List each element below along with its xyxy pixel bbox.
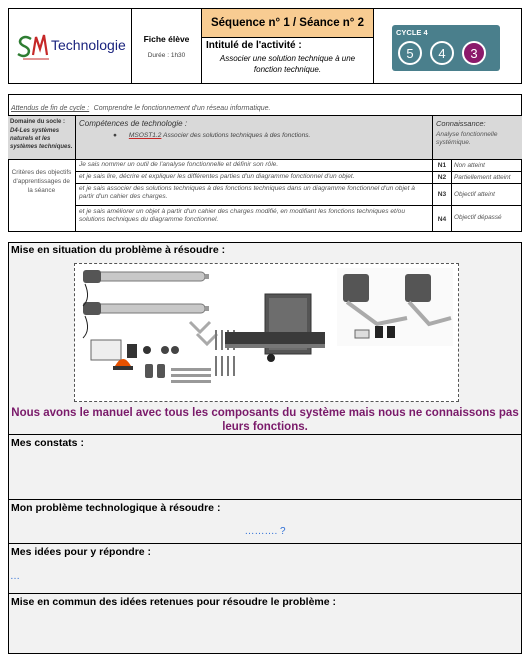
attendus-row — [8, 94, 522, 116]
competences-cell — [76, 116, 433, 160]
mise-en-commun-title: Mise en commun des idées retenues pour résoudre le problème : — [11, 596, 337, 608]
components-illustration — [75, 264, 458, 401]
bullet-icon: ● — [113, 132, 117, 139]
level-label-4: Objectif dépassé — [454, 214, 502, 221]
level-label-2: Partiellement atteint — [452, 172, 522, 184]
level-code-3: N3 — [433, 184, 452, 206]
duree-label: Durée : 1h30 — [147, 51, 186, 59]
cycle-label: CYCLE 4 — [396, 28, 428, 37]
level-code-1: N1 — [433, 160, 452, 172]
cycle-badge — [392, 25, 500, 71]
intitule-label: Intitulé de l'activité : — [206, 40, 302, 51]
competences-code: MSOST1.2 — [128, 132, 162, 139]
critere-row-4 — [76, 206, 433, 232]
cycle-cell — [373, 8, 522, 84]
mise-en-situation-title: Mise en situation du problème à résoudre : — [11, 244, 226, 256]
critere-row-2 — [76, 172, 433, 184]
intitule-text: Associer une solution technique à une fonction technique. — [219, 54, 356, 74]
cycle-number-3: 3 — [462, 41, 486, 65]
critere-text-2: et je sais lire, décrire et expliquer les différentes parties d'un diagramme fonctionnel d'un objet. — [79, 173, 355, 180]
problem-statement: Nous avons le manuel avec tous les composants du système mais nous ne connaissons pas leurs fonctions. — [11, 407, 519, 433]
constats-section[interactable] — [8, 435, 522, 500]
probleme-title: Mon problème technologique à résoudre : — [11, 502, 221, 514]
logo-text: Technologie — [51, 37, 126, 53]
constats-title: Mes constats : — [11, 437, 84, 449]
socle-text: D4-Les systèmes naturels et les systèmes techniques. — [10, 128, 73, 150]
critere-row-3 — [76, 184, 433, 206]
probleme-placeholder: ………. ? — [244, 526, 286, 537]
fiche-cell — [131, 8, 202, 84]
competences-text: Associer des solutions techniques à des fonctions. — [163, 132, 311, 139]
attendus-text: Comprendre le fonctionnement d'un réseau informatique. — [93, 105, 271, 112]
level-code-2: N2 — [433, 172, 452, 184]
socle-label: Domaine du socle : — [10, 119, 66, 125]
idees-title: Mes idées pour y répondre : — [11, 546, 152, 558]
idees-section[interactable] — [8, 544, 522, 594]
fiche-label: Fiche élève — [143, 33, 190, 44]
idees-placeholder: … — [10, 571, 20, 582]
cycle-number-5: 5 — [398, 41, 422, 65]
connaissance-label: Connaissance: — [436, 119, 486, 128]
critere-text-4: et je sais améliorer un objet à partir d'un cahier des charges modifié, en modifiant les fonctions techniques et/ou solutions techniques du diagramme fonctionnel. — [79, 208, 406, 223]
critere-text-3: et je sais associer des solutions techniques à des fonctions techniques dans un diagramme fonctionnel d'un objet à partir d'un cahier des charges. — [79, 185, 415, 200]
criteres-label: Critères des objectifs d'apprentissages de la séance — [8, 160, 76, 232]
competences-item — [113, 132, 429, 139]
cycle-number-4: 4 — [430, 41, 454, 65]
intitule-cell — [201, 37, 374, 84]
sequence-title: Séquence n° 1 / Séance n° 2 — [201, 8, 374, 38]
socle-cell — [8, 116, 76, 160]
attendus-label: Attendus de fin de cycle : — [11, 105, 90, 112]
competences-label: Compétences de technologie : — [79, 119, 188, 128]
logo-cell — [8, 8, 132, 84]
level-label-1: Non atteint — [452, 160, 522, 172]
level-label-3: Objectif atteint — [452, 184, 522, 206]
critere-text-1: Je sais nommer un outil de l'analyse fonctionnelle et définir son rôle. — [79, 161, 279, 168]
probleme-section[interactable] — [8, 500, 522, 544]
connaissance-cell — [433, 116, 522, 160]
critere-row-1 — [76, 160, 433, 172]
connaissance-text: Analyse fonctionnelle systémique. — [436, 131, 498, 146]
mise-en-commun-section[interactable] — [8, 594, 522, 654]
level-code-4: N4 — [433, 206, 452, 232]
components-image — [74, 263, 459, 402]
